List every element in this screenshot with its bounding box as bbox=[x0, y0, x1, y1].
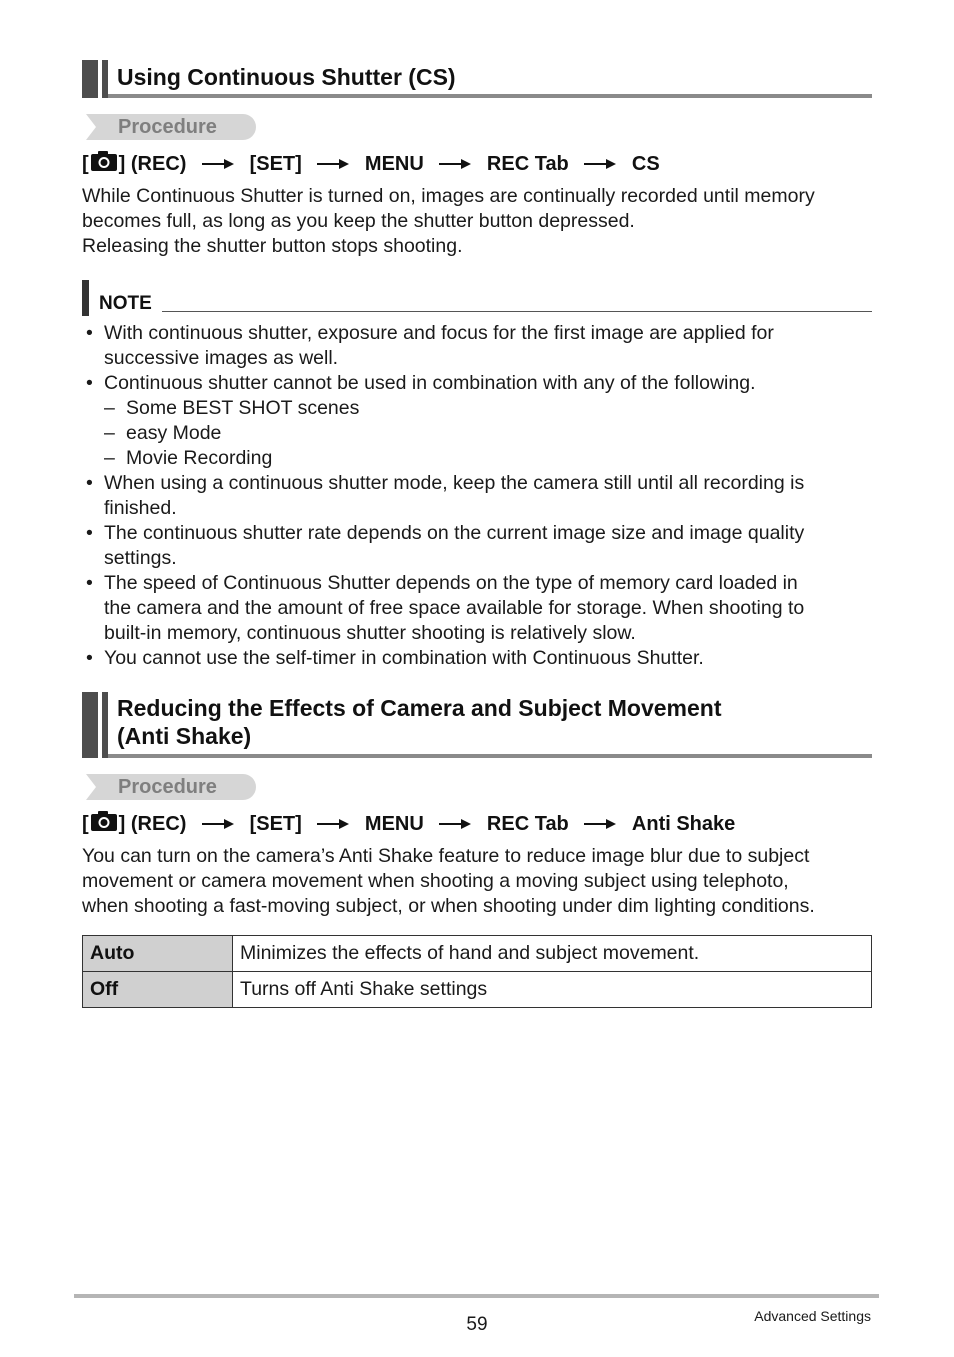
sub-list-item bbox=[82, 446, 882, 471]
bullet: • bbox=[86, 472, 93, 494]
list-item-line: When using a continuous shutter mode, keep the camera still until all recording is bbox=[104, 472, 805, 494]
menu-path bbox=[82, 150, 660, 178]
list-item-line: The speed of Continuous Shutter depends on the type of memory card loaded in bbox=[104, 572, 798, 594]
table-value: Minimizes the effects of hand and subject movement. bbox=[233, 936, 872, 972]
procedure-tag-notch bbox=[86, 114, 96, 140]
list-item bbox=[82, 321, 882, 371]
heading-bar-thin bbox=[102, 692, 108, 758]
body-line: You can turn on the camera’s Anti Shake feature to reduce image blur due to subject bbox=[82, 845, 810, 867]
list-item-line: settings. bbox=[104, 547, 177, 569]
camera-icon bbox=[90, 810, 118, 838]
section-heading-anti-shake bbox=[82, 692, 872, 758]
right-arrow-icon bbox=[317, 152, 349, 176]
right-arrow-icon bbox=[584, 812, 616, 836]
right-arrow-icon bbox=[317, 812, 349, 836]
note-list bbox=[82, 321, 882, 671]
procedure-label: Procedure bbox=[118, 116, 217, 138]
path-step-rec-tab: REC Tab bbox=[486, 813, 569, 835]
path-bracket-open: [ bbox=[82, 153, 89, 175]
note-bar bbox=[82, 280, 89, 316]
body-line: Releasing the shutter button stops shooting. bbox=[82, 235, 463, 257]
list-item-line: built-in memory, continuous shutter shooting is relatively slow. bbox=[104, 622, 636, 644]
menu-path bbox=[82, 810, 735, 838]
table-key: Off bbox=[83, 972, 233, 1008]
path-step-cs: CS bbox=[631, 153, 660, 175]
list-item bbox=[82, 371, 882, 396]
procedure-label: Procedure bbox=[118, 776, 217, 798]
bullet: • bbox=[86, 647, 93, 669]
sub-list-item bbox=[82, 396, 882, 421]
right-arrow-icon bbox=[202, 152, 234, 176]
path-step-rec-tab: REC Tab bbox=[486, 153, 569, 175]
list-item-line: the camera and the amount of free space available for storage. When shooting to bbox=[104, 597, 805, 619]
list-item-line: With continuous shutter, exposure and focus for the first image are applied for bbox=[104, 322, 774, 344]
body-line: While Continuous Shutter is turned on, images are continually recorded until memory bbox=[82, 185, 815, 207]
right-arrow-icon bbox=[439, 152, 471, 176]
list-item bbox=[82, 471, 882, 521]
heading-bar-thin bbox=[102, 60, 108, 98]
section1-body bbox=[82, 184, 882, 259]
dash: – bbox=[104, 447, 115, 469]
bullet: • bbox=[86, 322, 93, 344]
bullet: • bbox=[86, 522, 93, 544]
heading-underline bbox=[108, 94, 872, 98]
procedure-tag bbox=[82, 774, 256, 800]
sub-list-item-text: Movie Recording bbox=[126, 447, 273, 469]
table-key: Auto bbox=[83, 936, 233, 972]
section-heading-continuous-shutter bbox=[82, 60, 872, 98]
body-line: when shooting a fast-moving subject, or when shooting under dim lighting conditions. bbox=[82, 895, 815, 917]
section2-body bbox=[82, 844, 882, 919]
bullet: • bbox=[86, 572, 93, 594]
section-title-line: (Anti Shake) bbox=[117, 723, 252, 749]
list-item bbox=[82, 646, 882, 671]
heading-bar bbox=[82, 60, 98, 98]
path-step-set: [SET] bbox=[249, 153, 302, 175]
procedure-tag-notch bbox=[86, 774, 96, 800]
note-rule bbox=[162, 311, 872, 312]
path-step-menu: MENU bbox=[364, 153, 424, 175]
note-label: NOTE bbox=[99, 293, 152, 314]
path-bracket-open: [ bbox=[82, 813, 89, 835]
path-step-rec: ] (REC) bbox=[118, 813, 187, 835]
footer-section-name: Advanced Settings bbox=[754, 1308, 871, 1324]
sub-list-item-text: easy Mode bbox=[126, 422, 222, 444]
table-row bbox=[83, 936, 872, 972]
body-line: movement or camera movement when shooting a moving subject using telephoto, bbox=[82, 870, 789, 892]
sub-list-item-text: Some BEST SHOT scenes bbox=[126, 397, 360, 419]
footer-rule bbox=[74, 1294, 879, 1298]
path-step-anti-shake: Anti Shake bbox=[631, 813, 736, 835]
list-item-line: successive images as well. bbox=[104, 347, 339, 369]
anti-shake-options-table bbox=[82, 935, 872, 1008]
list-item-line: The continuous shutter rate depends on the current image size and image quality bbox=[104, 522, 805, 544]
list-item-line: finished. bbox=[104, 497, 177, 519]
right-arrow-icon bbox=[202, 812, 234, 836]
sub-list-item bbox=[82, 421, 882, 446]
section-title: Using Continuous Shutter (CS) bbox=[117, 64, 456, 90]
procedure-tag bbox=[82, 114, 256, 140]
section-title-line: Reducing the Effects of Camera and Subject Movement bbox=[117, 695, 722, 721]
page-number: 59 bbox=[466, 1314, 488, 1335]
camera-icon bbox=[90, 150, 118, 178]
bullet: • bbox=[86, 372, 93, 394]
path-step-set: [SET] bbox=[249, 813, 302, 835]
note-heading bbox=[82, 280, 872, 316]
heading-bar bbox=[82, 692, 98, 758]
path-step-menu: MENU bbox=[364, 813, 424, 835]
list-item bbox=[82, 571, 882, 646]
table-row bbox=[83, 972, 872, 1008]
list-item-line: You cannot use the self-timer in combination with Continuous Shutter. bbox=[104, 647, 704, 669]
dash: – bbox=[104, 397, 115, 419]
right-arrow-icon bbox=[584, 152, 616, 176]
path-step-rec: ] (REC) bbox=[118, 153, 187, 175]
list-item bbox=[82, 521, 882, 571]
body-line: becomes full, as long as you keep the shutter button depressed. bbox=[82, 210, 635, 232]
dash: – bbox=[104, 422, 115, 444]
right-arrow-icon bbox=[439, 812, 471, 836]
heading-underline bbox=[108, 754, 872, 758]
list-item-line: Continuous shutter cannot be used in combination with any of the following. bbox=[104, 372, 756, 394]
table-value: Turns off Anti Shake settings bbox=[233, 972, 872, 1008]
